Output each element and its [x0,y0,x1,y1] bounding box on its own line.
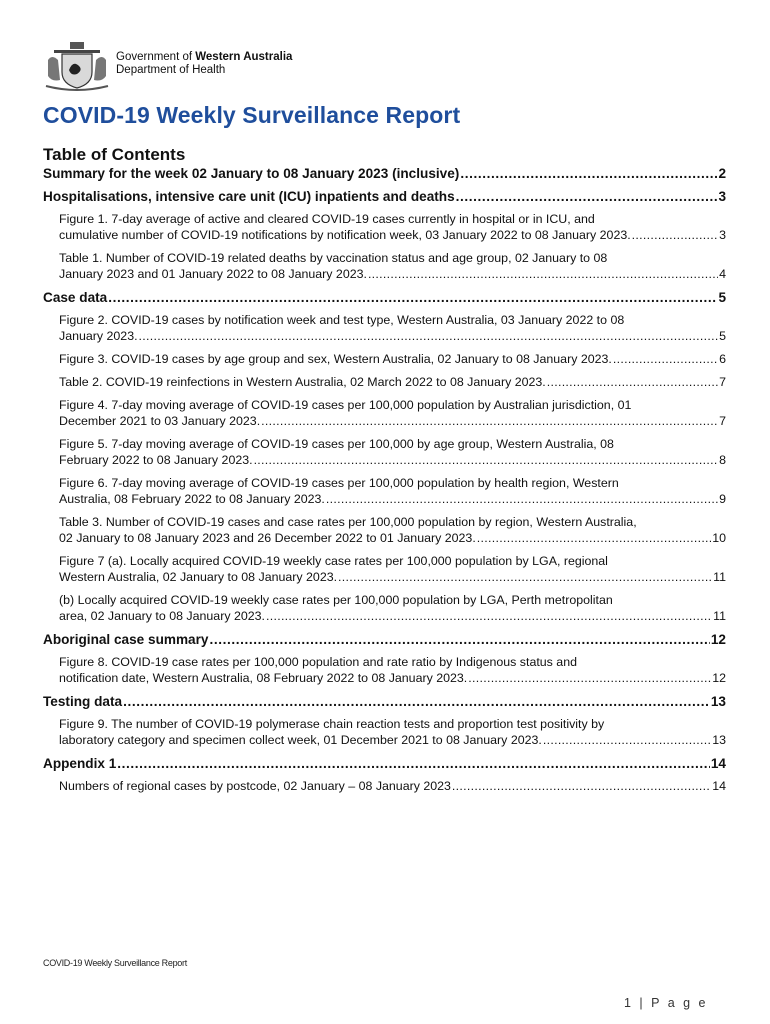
toc-subsection-link[interactable] [59,592,726,624]
toc-entry-text: Australia, 08 February 2022 to 08 January 2023. [59,492,325,506]
toc-section-link[interactable] [43,166,726,181]
toc-dot-leader [108,290,717,305]
government-name [116,51,292,77]
toc-subsection-link[interactable] [59,436,726,468]
toc-page-number: 7 [719,414,726,428]
toc-dot-leader [338,569,712,585]
toc-dot-leader [477,530,711,546]
table-of-contents [43,166,726,794]
toc-dot-leader [123,694,710,709]
footer-report-name: COVID-19 Weekly Surveillance Report [43,958,187,968]
toc-entry-text: Figure 8. COVID-19 case rates per 100,000 population and rate ratio by Indigenous status and [59,655,577,669]
toc-subsection-link[interactable] [59,475,726,507]
toc-subsection-link[interactable] [59,397,726,429]
toc-entry-text: Table 2. COVID-19 reinfections in Western Australia, 02 March 2022 to 08 January 2023. [59,375,546,389]
report-title: COVID-19 Weekly Surveillance Report [43,102,461,128]
toc-dot-leader [139,328,719,344]
toc-page-number: 11 [713,570,726,584]
toc-entry-text: Summary for the week 02 January to 08 January 2023 (inclusive) [43,166,460,181]
toc-dot-leader [460,166,717,181]
toc-entry-text: Table 1. Number of COVID-19 related deaths by vaccination status and age group, 02 January to 08 [59,251,608,265]
toc-subsection-link[interactable] [59,374,726,390]
toc-entry-text: area, 02 January to 08 January 2023. [59,609,265,623]
toc-entry-text: February 2022 to 08 January 2023. [59,453,253,467]
toc-entry-text: Figure 7 (a). Locally acquired COVID-19 weekly case rates per 100,000 population by LGA, regional [59,554,608,568]
toc-entry-text: Case data [43,290,108,305]
toc-entry-text: notification date, Western Australia, 08 February 2022 to 08 January 2023. [59,671,468,685]
toc-entry-text: December 2021 to 03 January 2023. [59,414,261,428]
toc-subsection-link[interactable] [59,654,726,686]
toc-page-number: 14 [710,756,726,771]
toc-subsection-link[interactable] [59,514,726,546]
toc-dot-leader [209,632,709,647]
toc-dot-leader [261,413,718,429]
gov-state: Western Australia [195,51,293,63]
toc-dot-leader [117,756,710,771]
department-name: Department of Health [116,64,226,76]
toc-subsection-link[interactable] [59,312,726,344]
toc-section-link[interactable] [43,290,726,305]
toc-entry-text: (b) Locally acquired COVID-19 weekly case rates per 100,000 population by LGA, Perth metropolitan [59,593,613,607]
toc-dot-leader [547,374,718,390]
toc-dot-leader [543,732,711,748]
toc-entry-text: Aboriginal case summary [43,632,209,647]
toc-entry-text: January 2023 and 01 January 2022 to 08 January 2023. [59,267,367,281]
page-number: 1 | P a g e [623,996,708,1010]
toc-subsection-link[interactable] [59,716,726,748]
toc-page-number: 13 [712,733,726,747]
toc-section-link[interactable] [43,756,726,771]
toc-entry-text: Hospitalisations, intensive care unit (ICU) inpatients and deaths [43,189,455,204]
toc-entry-text: Western Australia, 02 January to 08 January 2023. [59,570,338,584]
government-logo [44,40,334,96]
toc-entry-text: Figure 2. COVID-19 cases by notification week and test type, Western Australia, 03 January 2022 to 08 [59,313,625,327]
toc-page-number: 9 [719,492,726,506]
toc-dot-leader [254,452,719,468]
toc-page-number: 5 [719,329,726,343]
toc-page-number: 7 [719,375,726,389]
toc-entry-text: Figure 6. 7-day moving average of COVID-19 cases per 100,000 population by health region, Western [59,476,619,490]
toc-section-link[interactable] [43,632,726,647]
toc-entry-text: Figure 9. The number of COVID-19 polymerase chain reaction tests and proportion test positivity by [59,717,605,731]
toc-entry-text: 02 January to 08 January 2023 and 26 December 2022 to 01 January 2023. [59,531,476,545]
toc-page-number: 10 [712,531,726,545]
toc-dot-leader [613,351,718,367]
toc-subsection-link[interactable] [59,211,726,243]
toc-page-number: 11 [713,609,726,623]
toc-page-number: 4 [719,267,726,281]
toc-subsection-link[interactable] [59,351,726,367]
toc-page-number: 8 [719,453,726,467]
toc-entry-text: Appendix 1 [43,756,117,771]
toc-entry-text: Numbers of regional cases by postcode, 02 January – 08 January 2023 [59,779,451,793]
toc-section-link[interactable] [43,189,726,204]
toc-page-number: 6 [719,352,726,366]
toc-subsection-link[interactable] [59,778,726,794]
toc-entry-text: Testing data [43,694,123,709]
toc-dot-leader [456,189,718,204]
wa-coat-of-arms-icon [44,40,110,92]
toc-page-number: 3 [718,189,726,204]
toc-page-number: 2 [718,166,726,181]
toc-dot-leader [326,491,718,507]
gov-prefix: Government of [116,51,196,63]
toc-dot-leader [368,266,718,282]
toc-dot-leader [632,227,718,243]
toc-page-number: 14 [712,779,726,793]
toc-page-number: 13 [710,694,726,709]
toc-subsection-link[interactable] [59,553,726,585]
toc-dot-leader [452,778,711,794]
toc-entry-text: Figure 5. 7-day moving average of COVID-19 cases per 100,000 by age group, Western Australia, 08 [59,437,614,451]
toc-section-link[interactable] [43,694,726,709]
toc-entry-text: Figure 3. COVID-19 cases by age group and sex, Western Australia, 02 January to 08 January 2023. [59,352,612,366]
toc-entry-text: Table 3. Number of COVID-19 cases and case rates per 100,000 population by region, Western Australia, [59,515,637,529]
toc-page-number: 3 [719,228,726,242]
toc-page-number: 5 [718,290,726,305]
toc-subsection-link[interactable] [59,250,726,282]
toc-entry-text: laboratory category and specimen collect week, 01 December 2021 to 08 January 2023. [59,733,542,747]
toc-entry-text: cumulative number of COVID-19 notifications by notification week, 03 January 2022 to 08 January 2023. [59,228,631,242]
toc-entry-text: Figure 4. 7-day moving average of COVID-19 cases per 100,000 population by Australian jurisdiction, 01 [59,398,632,412]
toc-heading: Table of Contents [43,145,186,164]
toc-entry-text: Figure 1. 7-day average of active and cleared COVID-19 cases currently in hospital or in ICU, and [59,212,595,226]
toc-dot-leader [266,608,712,624]
toc-page-number: 12 [710,632,726,647]
toc-page-number: 12 [712,671,726,685]
toc-dot-leader [468,670,711,686]
toc-entry-text: January 2023. [59,329,138,343]
